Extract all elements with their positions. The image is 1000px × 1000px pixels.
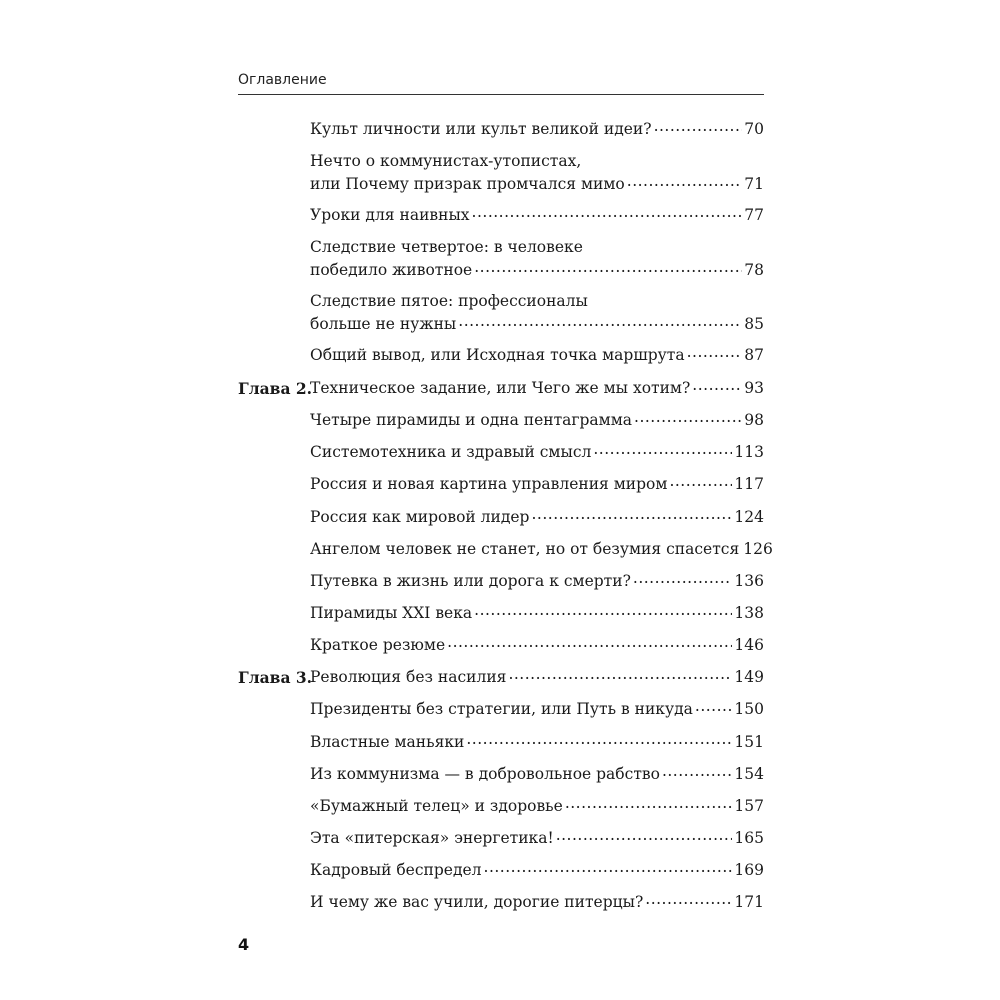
toc-title-line-last	[310, 118, 764, 141]
toc-page-number: 157	[734, 797, 764, 815]
dot-leader	[695, 699, 733, 715]
toc-title-block	[310, 570, 764, 593]
toc-entry[interactable]	[238, 731, 764, 754]
toc-page-number: 126	[743, 540, 773, 558]
toc-title-line-last	[310, 473, 764, 496]
toc-title-text: Системотехника и здравый смысл	[310, 443, 592, 461]
dot-leader	[556, 828, 733, 844]
toc-entry[interactable]	[238, 409, 764, 432]
dot-leader	[662, 764, 732, 780]
toc-entry[interactable]	[238, 634, 764, 657]
toc-title-block	[310, 731, 764, 754]
toc-title-block	[310, 698, 764, 721]
toc-page-number: 93	[744, 379, 764, 397]
toc-title-line	[310, 150, 764, 173]
toc-title-line-last	[310, 602, 764, 625]
toc-title-text: победило животное	[310, 261, 473, 279]
toc-title-text: Общий вывод, или Исходная точка маршрута	[310, 346, 685, 364]
toc-title-block	[310, 236, 764, 282]
toc-title-block	[310, 118, 764, 141]
toc-title-line-last	[310, 204, 764, 227]
dot-leader	[687, 345, 743, 361]
toc-page-number: 154	[734, 765, 764, 783]
toc-title-block	[310, 634, 764, 657]
toc-entry[interactable]	[238, 118, 764, 141]
toc-title-text: Властные маньяки	[310, 733, 465, 751]
toc-page-number: 98	[744, 411, 764, 429]
running-header: Оглавление	[238, 72, 327, 88]
dot-leader	[627, 174, 743, 190]
toc-title-text: Президенты без стратегии, или Путь в никуда	[310, 700, 693, 718]
dot-leader	[633, 571, 733, 587]
toc-title-line-last	[310, 859, 764, 882]
toc-title-line-last	[310, 344, 764, 367]
toc-title-text: Нечто о коммунистах-утопистах,	[310, 152, 582, 170]
toc-title-block	[310, 538, 773, 561]
toc-entry[interactable]	[238, 204, 764, 227]
toc-page-number: 150	[734, 700, 764, 718]
toc-title-block	[310, 602, 764, 625]
toc-title-line-last	[310, 377, 764, 400]
toc-title-text: Эта «питерская» энергетика!	[310, 829, 554, 847]
toc-title-block	[310, 150, 764, 196]
toc-title-text: Культ личности или культ великой идеи?	[310, 120, 652, 138]
dot-leader	[531, 507, 732, 523]
toc-title-line-last	[310, 259, 764, 282]
toc-title-line-last	[310, 666, 764, 689]
toc-title-block	[310, 204, 764, 227]
toc-title-block	[310, 827, 764, 850]
dot-leader	[458, 314, 742, 330]
toc-page-number: 149	[734, 668, 764, 686]
toc-title-block	[310, 506, 764, 529]
dot-leader	[565, 796, 733, 812]
toc-title-line-last	[310, 891, 764, 914]
dot-leader	[692, 378, 742, 394]
toc-page-number: 77	[744, 206, 764, 224]
toc-entry[interactable]	[238, 506, 764, 529]
toc-entry[interactable]	[238, 698, 764, 721]
toc-title-line-last	[310, 731, 764, 754]
toc-page-number: 151	[734, 733, 764, 751]
dot-leader	[484, 860, 733, 876]
toc-title-block	[310, 344, 764, 367]
toc-page-number: 113	[734, 443, 764, 461]
dot-leader	[669, 474, 732, 490]
toc-page-number: 146	[734, 636, 764, 654]
toc-title-line-last	[310, 538, 773, 561]
toc-title-line-last	[310, 795, 764, 818]
toc-title-text: Россия как мировой лидер	[310, 508, 530, 526]
toc-title-text: Следствие пятое: профессионалы	[310, 292, 588, 310]
toc-entry[interactable]	[238, 795, 764, 818]
toc-page-number: 171	[734, 893, 764, 911]
dot-leader	[508, 667, 732, 683]
toc-entry[interactable]	[238, 441, 764, 464]
toc-title-text: «Бумажный телец» и здоровье	[310, 797, 563, 815]
toc-entry[interactable]	[238, 150, 764, 196]
toc-title-block	[310, 859, 764, 882]
toc-title-text: Из коммунизма — в добровольное рабство	[310, 765, 660, 783]
toc-page-number: 169	[734, 861, 764, 879]
toc-entry[interactable]	[238, 827, 764, 850]
toc-entry[interactable]	[238, 473, 764, 496]
chapter-label: Глава 3.	[238, 668, 313, 687]
toc-entry[interactable]	[238, 538, 773, 561]
toc-title-line-last	[310, 763, 764, 786]
dot-leader	[645, 892, 732, 908]
toc-title-line-last	[310, 570, 764, 593]
toc-page-number: 87	[744, 346, 764, 364]
toc-title-text: Следствие четвертое: в человеке	[310, 238, 583, 256]
toc-title-text: Ангелом человек не станет, но от безумия спасется	[310, 540, 740, 558]
toc-title-text: Кадровый беспредел	[310, 861, 482, 879]
toc-title-block	[310, 891, 764, 914]
toc-entry[interactable]	[238, 344, 764, 367]
toc-title-block	[310, 290, 764, 336]
toc-page-number: 138	[734, 604, 764, 622]
toc-page-number: 71	[744, 175, 764, 193]
dot-leader	[472, 205, 743, 221]
toc-title-line-last	[310, 441, 764, 464]
toc-title-text: больше не нужны	[310, 315, 457, 333]
toc-title-block	[310, 795, 764, 818]
toc-title-text: Уроки для наивных	[310, 206, 470, 224]
dot-leader	[654, 119, 743, 135]
toc-entry[interactable]	[238, 570, 764, 593]
toc-page-number: 136	[734, 572, 764, 590]
toc-entry[interactable]	[238, 763, 764, 786]
dot-leader	[593, 442, 732, 458]
toc-title-line	[310, 290, 764, 313]
toc-page-number: 124	[734, 508, 764, 526]
dot-leader	[634, 410, 742, 426]
dot-leader	[466, 732, 732, 748]
table-of-contents	[238, 0, 773, 1000]
toc-title-text: Четыре пирамиды и одна пентаграмма	[310, 411, 633, 429]
toc-title-text: И чему же вас учили, дорогие питерцы?	[310, 893, 644, 911]
toc-title-line-last	[310, 827, 764, 850]
toc-title-block	[310, 473, 764, 496]
toc-page-number: 165	[734, 829, 764, 847]
toc-title-block	[310, 409, 764, 432]
toc-title-line	[310, 236, 764, 259]
toc-entry[interactable]	[238, 891, 764, 914]
toc-title-text: Россия и новая картина управления миром	[310, 475, 668, 493]
toc-title-line-last	[310, 409, 764, 432]
toc-entry[interactable]	[238, 236, 764, 282]
toc-title-line-last	[310, 506, 764, 529]
toc-page-number: 70	[744, 120, 764, 138]
toc-title-block	[310, 441, 764, 464]
toc-title-text: Путевка в жизнь или дорога к смерти?	[310, 572, 631, 590]
toc-entry[interactable]	[238, 666, 764, 689]
page-number: 4	[238, 935, 250, 954]
toc-entry[interactable]	[238, 290, 764, 336]
toc-entry[interactable]	[238, 859, 764, 882]
toc-title-block	[310, 666, 764, 689]
toc-entry[interactable]	[238, 377, 764, 400]
toc-title-line-last	[310, 173, 764, 196]
toc-title-text: или Почему призрак промчался мимо	[310, 175, 625, 193]
toc-page-number: 78	[744, 261, 764, 279]
toc-title-text: Революция без насилия	[310, 668, 507, 686]
toc-entry[interactable]	[238, 602, 764, 625]
toc-title-block	[310, 763, 764, 786]
toc-page-number: 117	[734, 475, 764, 493]
toc-title-text: Краткое резюме	[310, 636, 446, 654]
toc-title-text: Пирамиды XXI века	[310, 604, 473, 622]
dot-leader	[447, 635, 732, 651]
toc-title-text: Техническое задание, или Чего же мы хотим?	[310, 379, 691, 397]
toc-title-line-last	[310, 634, 764, 657]
dot-leader	[474, 260, 742, 276]
toc-title-line-last	[310, 313, 764, 336]
chapter-label: Глава 2.	[238, 379, 313, 398]
toc-title-block	[310, 377, 764, 400]
dot-leader	[474, 603, 732, 619]
toc-page-number: 85	[744, 315, 764, 333]
toc-title-line-last	[310, 698, 764, 721]
